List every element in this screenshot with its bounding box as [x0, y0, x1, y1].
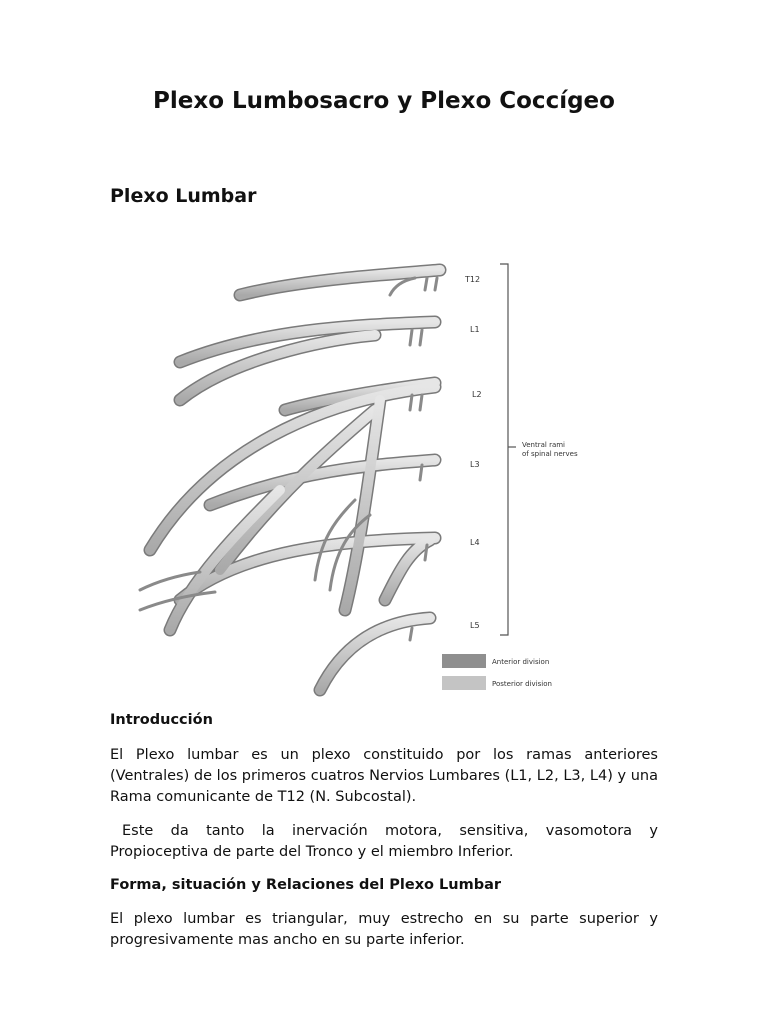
level-label-l5: L5 — [470, 621, 480, 630]
ventral-rami-bracket — [500, 264, 508, 635]
intro-paragraph-1: El Plexo lumbar es un plexo constituido por los ramas anteriores (Ventrales) de los primeros cuatros Nervios Lumbares (L1, L2, L3, L4) y una Rama comunicante de T12 (N. Subcostal). — [110, 747, 658, 805]
level-label-l4: L4 — [470, 538, 480, 547]
legend-swatch-posterior — [442, 676, 486, 690]
legend-label-anterior: Anterior division — [492, 658, 550, 666]
legend-label-posterior: Posterior division — [492, 680, 552, 688]
form-heading: Forma, situación y Relaciones del Plexo Lumbar — [110, 877, 502, 893]
legend-swatch-anterior — [442, 654, 486, 668]
lumbar-plexus-illustration — [120, 250, 600, 700]
form-paragraph-1: El plexo lumbar es triangular, muy estrecho en su parte superior y progresivamente mas ancho en su parte inferior. — [110, 911, 658, 948]
page-title: Plexo Lumbosacro y Plexo Coccígeo — [153, 88, 615, 114]
bracket-label-line2: of spinal nerves — [522, 450, 578, 458]
intro-heading: Introducción — [110, 712, 213, 728]
intro-paragraph-2: Este da tanto la inervación motora, sensitiva, vasomotora y Propioceptiva de parte del Tronco y el miembro Inferior. — [110, 823, 658, 860]
bracket-label-line1: Ventral rami — [522, 441, 566, 449]
section-title: Plexo Lumbar — [110, 185, 257, 207]
level-label-l1: L1 — [470, 325, 480, 334]
level-label-l2: L2 — [472, 390, 482, 399]
nerve-drawing — [140, 270, 440, 690]
lumbar-plexus-figure — [120, 250, 600, 700]
level-label-l3: L3 — [470, 460, 480, 469]
level-label-t12: T12 — [465, 275, 481, 284]
